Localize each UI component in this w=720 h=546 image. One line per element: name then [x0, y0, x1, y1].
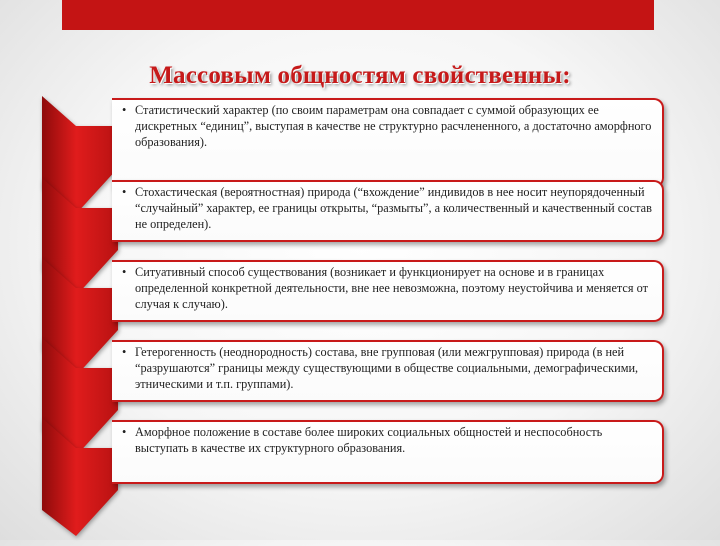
- chevron-arrow-icon: [42, 418, 118, 546]
- item-text: • Аморфное положение в составе более широких социальных общностей и неспособность выступать в качестве их структурного образования.: [122, 424, 652, 456]
- slide-title: Массовым общностям свойственны:: [149, 62, 571, 89]
- item-card: [112, 180, 664, 242]
- item-card: [112, 98, 664, 188]
- item-text: • Статистический характер (по своим параметрам она совпадает с суммой образующих ее дискретных “единиц”, выступая в качестве не структурно расчлененного, а достаточно аморфного образования).: [122, 102, 652, 150]
- item-card: [112, 260, 664, 322]
- item-card: [112, 340, 664, 402]
- item-text: • Стохастическая (вероятностная) природа (“вхождение” индивидов в нее носит неупорядоченный “случайный” характер, ее границы открыты, “размыты”, а количественный и качественный состав не определен).: [122, 184, 652, 232]
- item-card: [112, 420, 664, 484]
- item-text: • Ситуативный способ существования (возникает и функционирует на основе и в границах определенной конкретной деятельности, вне нее невозможна, поэтому неустойчива и меняется от случая к случаю).: [122, 264, 652, 312]
- item-text: • Гетерогенность (неоднородность) состава, вне групповая (или межгрупповая) природа (в ней “разрушаются” границы между существующими в обществе социальными, демографическими, этническими и т.п. группами).: [122, 344, 652, 392]
